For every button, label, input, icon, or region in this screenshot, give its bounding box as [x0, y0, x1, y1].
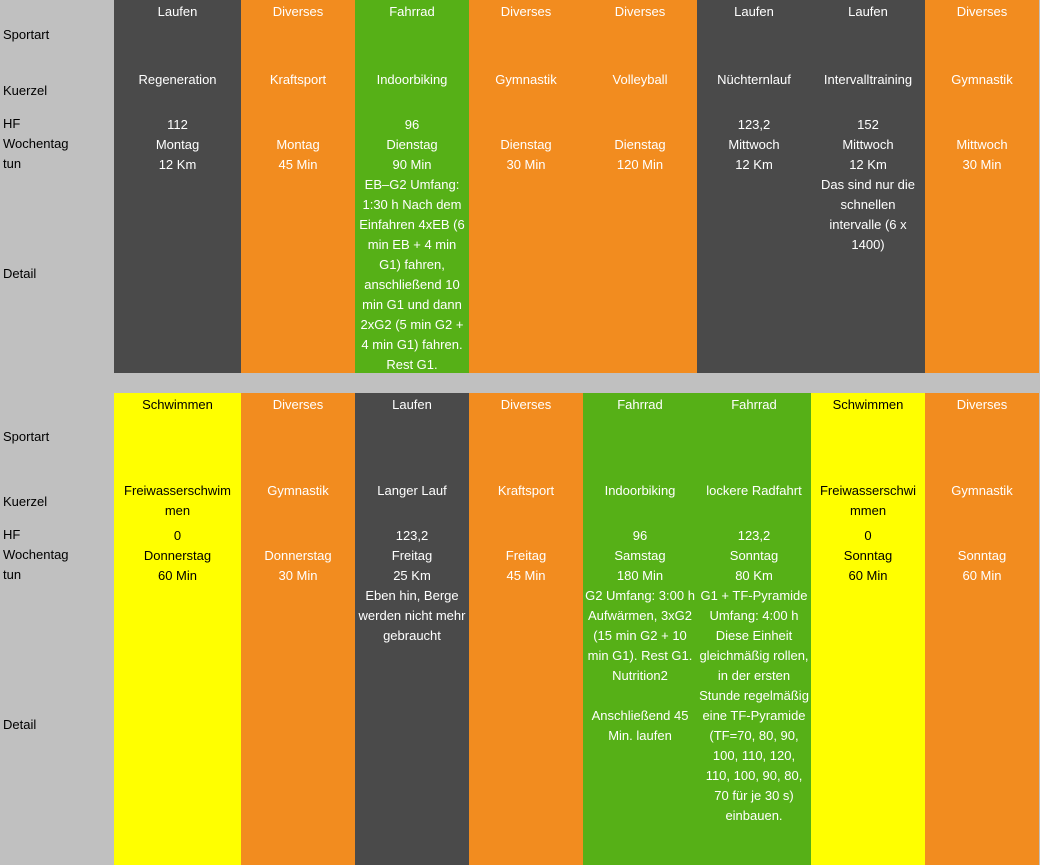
weekday: Sonntag: [729, 548, 779, 563]
day-column: [114, 0, 241, 373]
amount: 30 Min: [506, 157, 546, 172]
heart-rate: 96: [632, 528, 648, 543]
label-wochentag: Wochentag: [3, 136, 69, 151]
label-kuerzel: Kuerzel: [3, 83, 48, 98]
amount: 60 Min: [157, 568, 198, 583]
amount: 30 Min: [962, 157, 1002, 172]
amount: 80 Km: [735, 568, 773, 583]
day-column: [925, 0, 1039, 373]
weekday: Samstag: [614, 548, 666, 563]
amount: 60 Min: [962, 568, 1002, 583]
weekday: Freitag: [505, 548, 547, 563]
day-column: [241, 0, 355, 373]
day-column: [355, 393, 469, 865]
row-labels: [0, 0, 114, 373]
weekday: Mittwoch: [842, 137, 894, 152]
day-column: [469, 393, 583, 865]
label-sportart: Sportart: [3, 27, 50, 42]
heart-rate: 96: [404, 117, 420, 132]
kuerzel: Gymnastik: [495, 72, 557, 87]
kuerzel: Volleyball: [612, 72, 668, 87]
label-wochentag: Wochentag: [3, 547, 69, 562]
day-column: [583, 0, 697, 373]
label-hf: HF: [3, 527, 21, 542]
heart-rate: 112: [167, 117, 188, 132]
kuerzel: Gymnastik: [951, 72, 1013, 87]
weekday: Freitag: [391, 548, 433, 563]
week1-block: [0, 0, 1040, 373]
weekday: Montag: [276, 137, 320, 152]
label-tun: tun: [3, 156, 22, 171]
day-column: [697, 0, 811, 373]
kuerzel-line: Freiwasserschwi: [819, 483, 917, 498]
kuerzel: lockere Radfahrt: [706, 483, 802, 498]
amount: 45 Min: [278, 157, 318, 172]
sport-type: Schwimmen: [142, 397, 213, 412]
day-column: [811, 0, 925, 373]
weekday: Montag: [155, 137, 200, 152]
amount: 120 Min: [616, 157, 664, 172]
kuerzel: Gymnastik: [267, 483, 329, 498]
label-kuerzel: Kuerzel: [3, 494, 48, 509]
kuerzel: Indoorbiking: [604, 483, 676, 498]
label-hf: HF: [3, 116, 21, 131]
heart-rate: 123,2: [395, 528, 429, 543]
amount: 12 Km: [849, 157, 887, 172]
sport-type: Diverses: [272, 4, 324, 19]
sport-type: Diverses: [500, 397, 552, 412]
sport-type: Laufen: [848, 4, 888, 19]
day-column: [355, 0, 469, 373]
kuerzel: Regeneration: [138, 72, 217, 87]
weekday: Dienstag: [500, 137, 552, 152]
detail-text: G2 Umfang: 3:00 h Aufwärmen, 3xG2 (15 min G2 + 10 min G1). Rest G1. Nutrition2: [585, 588, 695, 683]
weekday: Donnerstag: [264, 548, 332, 563]
sport-type: Schwimmen: [832, 397, 904, 412]
heart-rate: 152: [857, 117, 879, 132]
label-detail: Detail: [3, 717, 37, 732]
label-detail: Detail: [3, 266, 37, 281]
day-column: [241, 393, 355, 865]
sport-type: Fahrrad: [389, 4, 435, 19]
day-column: [114, 393, 241, 865]
kuerzel: [813, 481, 923, 521]
amount: 30 Min: [278, 568, 318, 583]
amount: 180 Min: [616, 568, 664, 583]
detail-text: Eben hin, Berge werden nicht mehr gebraucht: [358, 588, 466, 643]
kuerzel: [116, 481, 239, 521]
sport-type: Diverses: [956, 4, 1008, 19]
week2-block: [0, 393, 1040, 865]
kuerzel: Kraftsport: [497, 483, 555, 498]
weekday: Dienstag: [614, 137, 666, 152]
detail-text: G1 + TF-Pyramide Umfang: 4:00 h Diese Einheit gleichmäßig rollen, in der ersten Stunde regelmäßig eine TF-Pyramide (TF=70, 80, 90, 100, 110, 120, 110, 100, 90, 80, 70 für je 30 s) einbauen.: [699, 588, 809, 823]
amount: 12 Km: [735, 157, 773, 172]
day-column: [811, 393, 925, 865]
amount: 45 Min: [506, 568, 546, 583]
sport-type: Laufen: [157, 4, 198, 19]
day-column: [583, 393, 697, 865]
sport-type: Laufen: [734, 4, 774, 19]
day-column: [925, 393, 1039, 865]
label-sportart: Sportart: [3, 429, 50, 444]
amount: 12 Km: [158, 157, 197, 172]
amount: 25 Km: [393, 568, 431, 583]
sport-type: Diverses: [500, 4, 552, 19]
kuerzel-line: men: [164, 503, 191, 518]
day-column: [697, 393, 811, 865]
sport-type: Laufen: [392, 397, 432, 412]
week1-columns: [114, 0, 1039, 373]
heart-rate: 123,2: [737, 528, 771, 543]
weekday: Sonntag: [843, 548, 893, 563]
day-column: [469, 0, 583, 373]
kuerzel: Nüchternlauf: [717, 72, 791, 87]
weekday: Sonntag: [957, 548, 1007, 563]
sport-type: Diverses: [614, 4, 666, 19]
weekday: Donnerstag: [143, 548, 212, 563]
label-tun: tun: [3, 567, 22, 582]
week2-columns: [114, 393, 1039, 865]
weekday: Mittwoch: [728, 137, 780, 152]
amount: 90 Min: [392, 157, 432, 172]
detail-text-extra: Anschließend 45 Min. laufen: [591, 708, 689, 743]
heart-rate: 123,2: [737, 117, 771, 132]
kuerzel: Intervalltraining: [823, 72, 913, 87]
amount: 60 Min: [848, 568, 888, 583]
weekday: Mittwoch: [956, 137, 1008, 152]
sport-type: Fahrrad: [617, 397, 663, 412]
row-labels: [0, 393, 114, 865]
kuerzel: Langer Lauf: [377, 483, 447, 498]
kuerzel-line: Freiwasserschwim: [124, 483, 231, 498]
sport-type: Fahrrad: [731, 397, 777, 412]
heart-rate: 0: [173, 528, 182, 543]
sport-type: Diverses: [272, 397, 324, 412]
kuerzel-line: mmen: [849, 503, 887, 518]
detail-text: Das sind nur die schnellen intervalle (6 x 1400): [821, 177, 915, 252]
detail-text: EB–G2 Umfang: 1:30 h Nach dem Einfahren 4xEB (6 min EB + 4 min G1) fahren, anschließend 10 min G1 und dann 2xG2 (5 min G2 + 4 min G1) fahren. Rest G1.: [359, 177, 465, 372]
heart-rate: 0: [864, 528, 872, 543]
sport-type: Diverses: [956, 397, 1008, 412]
kuerzel: Indoorbiking: [376, 72, 448, 87]
kuerzel: Gymnastik: [951, 483, 1013, 498]
kuerzel: Kraftsport: [269, 72, 327, 87]
weekday: Dienstag: [386, 137, 438, 152]
